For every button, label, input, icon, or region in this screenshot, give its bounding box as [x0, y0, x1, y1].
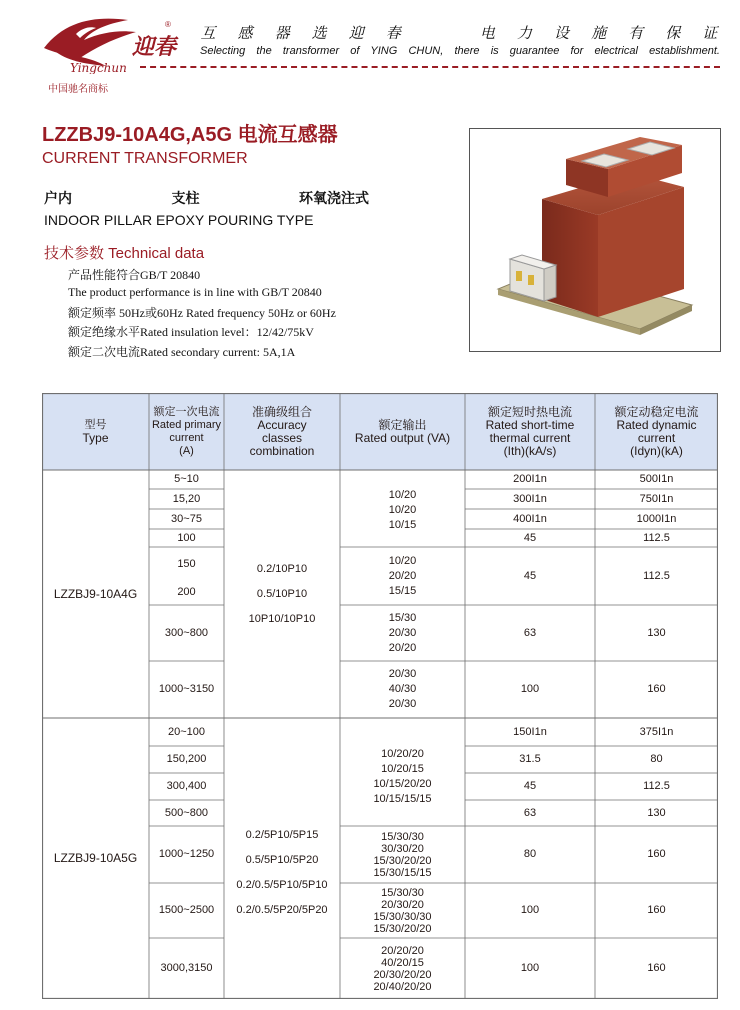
header-text: (Ith)(kA/s)	[503, 443, 557, 458]
thermal-current-cell: 45	[523, 780, 537, 792]
dynamic-current-cell: 160	[647, 962, 666, 974]
header-text: Type	[82, 430, 109, 445]
header-accuracy	[224, 393, 340, 470]
header-text: Accuracy	[257, 417, 307, 432]
dynamic-current-cell: 80	[650, 753, 663, 765]
output-line: 40/30	[388, 683, 417, 695]
technical-data-table	[42, 393, 718, 999]
logo-script-text: Yingchun	[70, 61, 127, 74]
slogan-char: 春	[385, 24, 401, 42]
dynamic-current-cell: 112.5	[643, 780, 670, 792]
output-cell	[340, 718, 465, 826]
accuracy-line: 0.2/10P10	[256, 562, 308, 575]
dynamic-current-cell: 750I1n	[639, 492, 674, 505]
dynamic-current-cell: 112.5	[643, 569, 670, 582]
header-text: 额定输出	[378, 417, 427, 432]
header-text: Rated primary	[151, 418, 222, 431]
accuracy-line: 10P10/10P10	[248, 612, 316, 625]
famous-trademark-text: 中国驰名商标	[48, 84, 108, 95]
output-line: 20/40/20/20	[373, 980, 432, 993]
output-line: 15/15	[388, 584, 417, 597]
header-text: Rated output (VA)	[354, 430, 451, 445]
thermal-current-cell: 150I1n	[513, 725, 547, 738]
header-divider	[140, 66, 720, 68]
slogan-char: 电	[479, 24, 495, 42]
slogan-char: 有	[628, 24, 644, 42]
header-text: current	[637, 430, 676, 445]
type-english: INDOOR PILLAR EPOXY POURING TYPE	[44, 212, 314, 228]
slogan-char: 设	[554, 24, 570, 42]
header-rated-output	[340, 393, 465, 470]
output-cell	[340, 883, 465, 938]
thermal-current-cell: 45	[523, 569, 537, 582]
output-line: 20/30	[388, 668, 417, 680]
thermal-current-cell: 100	[520, 683, 540, 695]
primary-current-cell: 100	[177, 531, 196, 544]
thermal-current-cell: 63	[523, 806, 537, 819]
output-line: 30/30/20	[381, 842, 424, 855]
spec-line: 额定二次电流Rated secondary current: 5A,1A	[68, 345, 296, 359]
slogan-gap	[420, 22, 460, 43]
dynamic-current-cell: 375I1n	[639, 725, 674, 738]
accuracy-line: 0.2/0.5/5P10/5P10	[236, 878, 328, 891]
dynamic-current-cell: 160	[647, 683, 666, 695]
slogan-char: 互	[200, 24, 216, 42]
dynamic-current-cell: 112.5	[643, 531, 670, 544]
dynamic-current-cell: 130	[647, 626, 666, 639]
dynamic-current-cell: 500I1n	[639, 473, 674, 485]
slogan-english: Selecting the transformer of YING CHUN, there is guarantee for electrical establishment.	[200, 45, 720, 57]
header-primary-current	[149, 393, 224, 470]
output-line: 10/20	[388, 489, 417, 501]
spec-line: The product performance is in line with GB/T 20840	[68, 285, 322, 299]
accuracy-line: 0.2/5P10/5P15	[245, 828, 319, 841]
output-line: 20/30	[388, 626, 417, 639]
slogan-char: 迎	[348, 24, 364, 42]
primary-current-cell: 150,200	[166, 753, 207, 765]
header-text: current	[169, 431, 204, 444]
primary-current-cell: 200	[177, 585, 196, 598]
slogan-char: 力	[516, 24, 532, 42]
thermal-current-cell: 200I1n	[513, 473, 547, 485]
header-text: (A)	[179, 444, 194, 457]
header-text: thermal current	[489, 430, 571, 445]
header-dynamic-current	[595, 393, 718, 470]
output-line: 10/20/20	[381, 748, 424, 760]
registered-mark: ®	[165, 20, 171, 29]
output-line: 15/30	[388, 611, 417, 624]
output-line: 10/15/20/20	[373, 778, 432, 790]
primary-current-cell: 500~800	[164, 806, 209, 819]
output-cell	[340, 826, 465, 883]
thermal-current-cell: 45	[523, 531, 537, 544]
product-subtitle: CURRENT TRANSFORMER	[42, 150, 248, 167]
primary-current-cell: 20~100	[167, 725, 205, 738]
tech-data-heading: 技术参数 Technical data	[44, 245, 205, 262]
thermal-current-cell: 100	[520, 904, 540, 916]
slogan-char: 保	[665, 24, 681, 42]
primary-current-cell: 1500~2500	[158, 904, 215, 916]
thermal-current-cell: 300I1n	[513, 492, 547, 505]
type-cell: LZZBJ9-10A5G	[53, 851, 138, 865]
primary-current-cell: 15,20	[172, 492, 201, 505]
swallow-logo-icon	[36, 12, 186, 74]
type-chinese: 户内 支柱 环氧浇注式	[44, 191, 369, 207]
header-type	[42, 393, 149, 470]
output-cell	[340, 938, 465, 999]
output-line: 20/30/20/20	[373, 968, 432, 981]
header-text: combination	[249, 443, 315, 458]
output-line: 40/20/15	[381, 956, 424, 969]
product-photo	[469, 128, 721, 352]
header-text: Rated dynamic	[616, 417, 697, 432]
accuracy-cell	[224, 470, 340, 718]
thermal-current-cell: 100	[520, 962, 540, 974]
header-text: 额定短时热电流	[487, 404, 572, 419]
primary-current-cell: 1000~3150	[158, 683, 215, 695]
header-text: 额定一次电流	[153, 405, 220, 418]
output-line: 15/30/20/20	[373, 854, 432, 867]
output-line: 10/15	[388, 519, 417, 531]
slogan-char: 器	[274, 24, 290, 42]
output-line: 20/30/20	[381, 898, 424, 911]
accuracy-cell	[224, 718, 340, 999]
header-text: classes	[261, 430, 302, 445]
product-title: LZZBJ9-10A4G,A5G 电流互感器	[42, 124, 338, 146]
output-line: 10/20	[388, 504, 417, 516]
output-cell	[340, 661, 465, 718]
output-line: 15/30/30/30	[373, 910, 432, 923]
header-thermal-current	[465, 393, 595, 470]
dynamic-current-cell: 130	[647, 806, 666, 819]
slogan-char: 感	[237, 24, 253, 42]
header-text: 准确级组合	[251, 404, 312, 419]
primary-current-cell: 300~800	[164, 626, 209, 639]
primary-current-cell: 30~75	[171, 512, 202, 525]
spec-line: 产品性能符合GB/T 20840	[68, 268, 201, 282]
output-line: 15/30/30	[381, 830, 424, 843]
spec-line: 额定绝缘水平Rated insulation level：12/42/75kV	[68, 325, 314, 339]
output-line: 20/20	[388, 641, 417, 654]
dynamic-current-cell: 160	[647, 848, 666, 860]
slogan-chinese	[198, 22, 720, 43]
thermal-current-cell: 80	[523, 848, 537, 860]
output-line: 10/20/15	[381, 763, 424, 775]
slogan-char: 选	[311, 24, 327, 42]
spec-line: 额定频率 50Hz或60Hz Rated frequency 50Hz or 60Hz	[68, 306, 336, 320]
thermal-current-cell: 31.5	[519, 753, 541, 765]
output-line: 15/30/30	[381, 886, 424, 899]
primary-current-cell: 3000,3150	[160, 962, 213, 974]
header-text: 额定动稳定电流	[614, 404, 699, 419]
primary-current-cell: 5~10	[174, 473, 199, 485]
header-text: (Idyn)(kA)	[630, 443, 683, 458]
output-line: 20/20/20	[381, 944, 424, 957]
dynamic-current-cell: 160	[647, 904, 666, 916]
type-cell: LZZBJ9-10A4G	[53, 586, 138, 601]
primary-current-cell: 1000~1250	[158, 848, 215, 860]
accuracy-line: 0.5/10P10	[256, 587, 308, 600]
thermal-current-cell: 400I1n	[513, 512, 547, 525]
output-line: 10/15/15/15	[373, 793, 432, 805]
output-line: 15/30/20/20	[373, 922, 432, 935]
brand-logo	[36, 12, 186, 74]
slogan-char: 证	[702, 24, 718, 42]
primary-current-cell: 150	[177, 557, 196, 570]
accuracy-line: 0.2/0.5/5P20/5P20	[236, 903, 328, 916]
primary-current-cell: 300,400	[166, 780, 207, 792]
accuracy-line: 0.5/5P10/5P20	[245, 853, 319, 866]
output-cell	[340, 605, 465, 661]
thermal-current-cell: 63	[523, 626, 537, 639]
slogan-char: 施	[591, 24, 607, 42]
current-transformer-image-icon	[470, 129, 720, 351]
header-text: 型号	[84, 418, 107, 431]
output-line: 20/30	[388, 698, 417, 710]
output-line: 20/20	[388, 569, 417, 582]
output-cell	[340, 470, 465, 547]
output-line: 10/20	[388, 554, 417, 567]
output-cell	[340, 547, 465, 605]
header-text: Rated short-time	[485, 417, 575, 432]
dynamic-current-cell: 1000I1n	[636, 512, 677, 525]
output-line: 15/30/15/15	[373, 866, 432, 879]
logo-text: 迎春	[132, 35, 177, 60]
